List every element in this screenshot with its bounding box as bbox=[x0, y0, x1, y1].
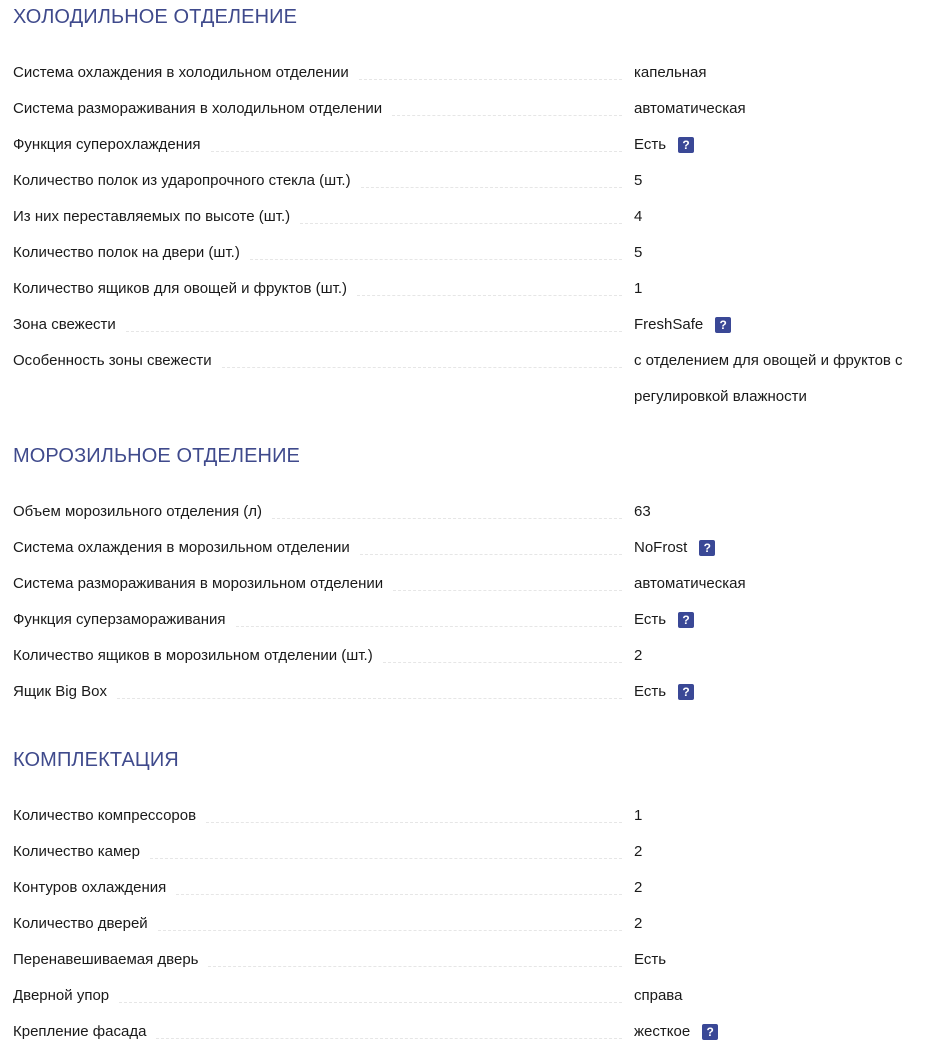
spec-label: Зона свежести bbox=[13, 316, 116, 333]
spec-value: 2 bbox=[634, 879, 643, 896]
help-question-icon[interactable]: ? bbox=[678, 612, 694, 628]
spec-row bbox=[13, 978, 926, 1014]
spec-label-cell bbox=[13, 798, 622, 834]
spec-label-cell bbox=[13, 566, 622, 602]
spec-value-cell bbox=[622, 566, 926, 602]
spec-label: Крепление фасада bbox=[13, 1023, 147, 1040]
spec-label: Количество полок из ударопрочного стекла (шт.) bbox=[13, 172, 351, 189]
spec-value: 2 bbox=[634, 647, 643, 664]
spec-label-cell bbox=[13, 674, 622, 710]
dotted-leader bbox=[208, 966, 622, 967]
dotted-leader bbox=[357, 295, 622, 296]
dotted-leader bbox=[250, 259, 622, 260]
dotted-leader bbox=[158, 930, 622, 931]
spec-label: Из них переставляемых по высоте (шт.) bbox=[13, 208, 291, 225]
section-title: КОМПЛЕКТАЦИЯ bbox=[13, 749, 179, 771]
spec-label-cell bbox=[13, 127, 622, 163]
spec-value: Есть bbox=[634, 611, 667, 628]
spec-value: Есть bbox=[634, 683, 667, 700]
spec-value: 2 bbox=[634, 915, 643, 932]
spec-value-cell bbox=[622, 1014, 926, 1050]
spec-label: Количество полок на двери (шт.) bbox=[13, 244, 240, 261]
spec-row bbox=[13, 307, 926, 343]
spec-value: 2 bbox=[634, 843, 643, 860]
spec-row bbox=[13, 674, 926, 710]
spec-row bbox=[13, 566, 926, 602]
spec-value-cell bbox=[622, 91, 926, 127]
spec-row bbox=[13, 271, 926, 307]
spec-label-cell bbox=[13, 307, 622, 343]
spec-label-cell bbox=[13, 271, 622, 307]
spec-value: 63 bbox=[634, 503, 651, 520]
spec-label-cell bbox=[13, 494, 622, 530]
spec-list bbox=[13, 55, 926, 415]
dotted-leader bbox=[119, 1002, 622, 1003]
spec-row bbox=[13, 91, 926, 127]
spec-value-cell bbox=[622, 343, 926, 415]
spec-list bbox=[13, 798, 926, 1050]
spec-value: FreshSafe bbox=[634, 316, 704, 333]
spec-label-cell bbox=[13, 906, 622, 942]
spec-label: Функция суперохлаждения bbox=[13, 136, 201, 153]
section-fridge bbox=[0, 0, 926, 415]
dotted-leader bbox=[300, 223, 622, 224]
spec-value: Есть bbox=[634, 951, 667, 968]
spec-value-cell bbox=[622, 127, 926, 163]
spec-label: Система охлаждения в морозильном отделении bbox=[13, 539, 350, 556]
spec-label-cell bbox=[13, 199, 622, 235]
help-question-icon[interactable]: ? bbox=[702, 1024, 718, 1040]
dotted-leader bbox=[117, 698, 622, 699]
spec-row bbox=[13, 199, 926, 235]
spec-value: автоматическая bbox=[634, 575, 746, 592]
spec-row bbox=[13, 602, 926, 638]
section-title: МОРОЗИЛЬНОЕ ОТДЕЛЕНИЕ bbox=[13, 445, 300, 467]
spec-value-cell bbox=[622, 638, 926, 674]
dotted-leader bbox=[361, 187, 622, 188]
spec-label-cell bbox=[13, 942, 622, 978]
spec-label-cell bbox=[13, 1014, 622, 1050]
spec-list bbox=[13, 494, 926, 710]
spec-row bbox=[13, 163, 926, 199]
section-equipment bbox=[0, 748, 926, 1050]
spec-value: капельная bbox=[634, 64, 707, 81]
dotted-leader bbox=[392, 115, 622, 116]
spec-label: Особенность зоны свежести bbox=[13, 352, 212, 369]
spec-value: 5 bbox=[634, 244, 643, 261]
help-question-icon[interactable]: ? bbox=[715, 317, 731, 333]
spec-row bbox=[13, 235, 926, 271]
spec-value: автоматическая bbox=[634, 100, 746, 117]
spec-row bbox=[13, 638, 926, 674]
spec-value: NoFrost bbox=[634, 539, 688, 556]
dotted-leader bbox=[211, 151, 623, 152]
spec-value-cell bbox=[622, 798, 926, 834]
spec-label: Количество дверей bbox=[13, 915, 148, 932]
spec-value: 1 bbox=[634, 280, 643, 297]
dotted-leader bbox=[383, 662, 622, 663]
spec-value-cell bbox=[622, 674, 926, 710]
spec-value: Есть bbox=[634, 136, 667, 153]
spec-value-cell bbox=[622, 602, 926, 638]
spec-label-cell bbox=[13, 870, 622, 906]
spec-value-cell bbox=[622, 55, 926, 91]
spec-label-cell bbox=[13, 978, 622, 1014]
spec-value: жесткое bbox=[634, 1023, 691, 1040]
dotted-leader bbox=[222, 367, 622, 368]
spec-value: с отделением для овощей и фруктов с регулировкой влажности bbox=[634, 352, 903, 405]
spec-value-cell bbox=[622, 942, 926, 978]
spec-value-cell bbox=[622, 199, 926, 235]
spec-row bbox=[13, 127, 926, 163]
dotted-leader bbox=[359, 79, 622, 80]
spec-value-cell bbox=[622, 235, 926, 271]
spec-row bbox=[13, 343, 926, 415]
dotted-leader bbox=[156, 1038, 622, 1039]
section-title: ХОЛОДИЛЬНОЕ ОТДЕЛЕНИЕ bbox=[13, 6, 298, 28]
spec-label-cell bbox=[13, 91, 622, 127]
dotted-leader bbox=[360, 554, 622, 555]
section-freezer bbox=[0, 444, 926, 710]
dotted-leader bbox=[206, 822, 622, 823]
dotted-leader bbox=[176, 894, 622, 895]
spec-label: Система размораживания в морозильном отделении bbox=[13, 575, 384, 592]
spec-row bbox=[13, 530, 926, 566]
spec-value-cell bbox=[622, 870, 926, 906]
spec-label: Количество ящиков в морозильном отделении (шт.) bbox=[13, 647, 373, 664]
spec-label: Количество камер bbox=[13, 843, 140, 860]
spec-value: 5 bbox=[634, 172, 643, 189]
help-question-icon[interactable]: ? bbox=[678, 684, 694, 700]
spec-value-cell bbox=[622, 906, 926, 942]
spec-label: Количество ящиков для овощей и фруктов (шт.) bbox=[13, 280, 347, 297]
spec-row bbox=[13, 798, 926, 834]
dotted-leader bbox=[393, 590, 622, 591]
spec-row bbox=[13, 870, 926, 906]
spec-label-cell bbox=[13, 834, 622, 870]
spec-value: 1 bbox=[634, 807, 643, 824]
dotted-leader bbox=[236, 626, 622, 627]
spec-row bbox=[13, 55, 926, 91]
spec-value-cell bbox=[622, 834, 926, 870]
spec-label: Ящик Big Box bbox=[13, 683, 107, 700]
spec-row bbox=[13, 942, 926, 978]
spec-value-cell bbox=[622, 978, 926, 1014]
dotted-leader bbox=[272, 518, 622, 519]
dotted-leader bbox=[150, 858, 622, 859]
help-question-icon[interactable]: ? bbox=[678, 137, 694, 153]
spec-label-cell bbox=[13, 530, 622, 566]
spec-row bbox=[13, 906, 926, 942]
spec-label-cell bbox=[13, 235, 622, 271]
spec-label: Контуров охлаждения bbox=[13, 879, 167, 896]
spec-value-cell bbox=[622, 271, 926, 307]
spec-value-cell bbox=[622, 307, 926, 343]
spec-label: Функция суперзамораживания bbox=[13, 611, 226, 628]
spec-value-cell bbox=[622, 494, 926, 530]
spec-row bbox=[13, 494, 926, 530]
spec-label-cell bbox=[13, 343, 622, 379]
spec-label-cell bbox=[13, 638, 622, 674]
spec-value: 4 bbox=[634, 208, 643, 225]
spec-label-cell bbox=[13, 55, 622, 91]
spec-label: Перенавешиваемая дверь bbox=[13, 951, 199, 968]
spec-label: Система размораживания в холодильном отделении bbox=[13, 100, 383, 117]
spec-value: справа bbox=[634, 987, 683, 1004]
spec-value-cell bbox=[622, 163, 926, 199]
spec-row bbox=[13, 1014, 926, 1050]
help-question-icon[interactable]: ? bbox=[699, 540, 715, 556]
spec-label: Дверной упор bbox=[13, 987, 110, 1004]
spec-value-cell bbox=[622, 530, 926, 566]
spec-label-cell bbox=[13, 163, 622, 199]
spec-label: Система охлаждения в холодильном отделении bbox=[13, 64, 349, 81]
spec-label: Объем морозильного отделения (л) bbox=[13, 503, 263, 520]
spec-label-cell bbox=[13, 602, 622, 638]
dotted-leader bbox=[126, 331, 622, 332]
spec-row bbox=[13, 834, 926, 870]
spec-label: Количество компрессоров bbox=[13, 807, 197, 824]
